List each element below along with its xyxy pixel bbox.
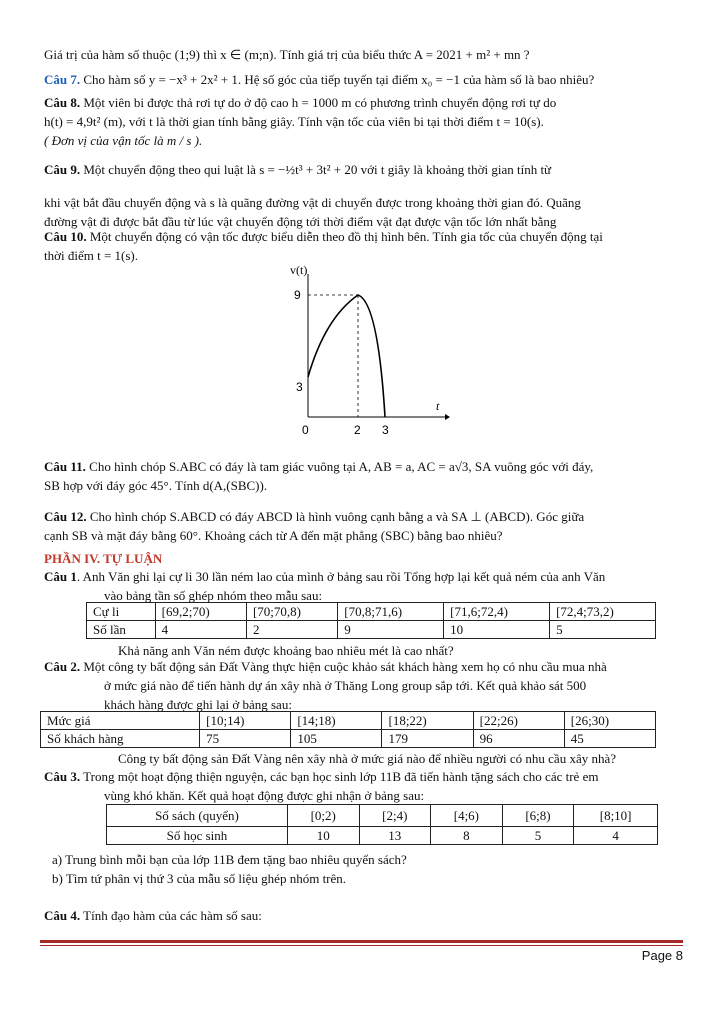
e3-subquestions — [52, 850, 692, 888]
table-cell: 4 — [155, 621, 246, 639]
x-axis-label: t — [436, 399, 440, 413]
question-12 — [44, 507, 684, 545]
q8-text-b: h(t) = 4,9t² (m), với t là thời gian tính bằng giây. Tính vận tốc của viên bi tại thời điểm t = 10(s). — [44, 114, 544, 129]
q8-unit-note: ( Đơn vị của vận tốc là m / s ). — [44, 133, 203, 148]
question-10 — [44, 227, 684, 265]
table-cell: Số học sinh — [107, 827, 288, 845]
table-cell: Cự li — [87, 603, 156, 621]
q12-text-a: Cho hình chóp S.ABCD có đáy ABCD là hình vuông cạnh bằng a và SA ⊥ (ABCD). Góc giữa — [86, 509, 585, 524]
e3-question-a: a) Trung bình mỗi bạn của lớp 11B đem tặng bao nhiêu quyển sách? — [52, 852, 407, 867]
table-row — [107, 805, 658, 827]
q10-text-a: Một chuyển động có vận tốc được biểu diễn theo đồ thị hình bên. Tính gia tốc của chuyển động tại — [86, 229, 603, 244]
price-survey-table — [40, 711, 656, 748]
q11-text-b: SB hợp với đáy góc 45°. Tính d(A,(SBC)). — [44, 478, 268, 493]
table-cell: [0;2) — [287, 805, 359, 827]
part-4-heading — [44, 549, 684, 568]
q9-text-a: Một chuyển động theo qui luật là s = −½t³ + 3t² + 20 với t giây là khoảng thời gian tính từ — [80, 162, 552, 177]
table-row — [87, 621, 656, 639]
q10-text-b: thời điểm t = 1(s). — [44, 248, 139, 263]
y-tick-9: 9 — [294, 288, 301, 302]
footer-rule-thin — [40, 945, 683, 946]
table-cell: 9 — [338, 621, 444, 639]
table-cell: 10 — [444, 621, 550, 639]
table-cell: [69,2;70) — [155, 603, 246, 621]
table-cell: [72,4;73,2) — [550, 603, 656, 621]
table-cell: 105 — [291, 730, 382, 748]
e3-question-b: b) Tìm tứ phân vị thứ 3 của mẫu số liệu ghép nhóm trên. — [52, 871, 347, 886]
essay-question-2 — [44, 657, 684, 714]
table-cell: 8 — [431, 827, 503, 845]
q8-label: Câu 8. — [44, 95, 81, 110]
table-cell: 13 — [359, 827, 431, 845]
e1-label: Câu 1 — [44, 569, 77, 584]
x-axis-arrow — [445, 414, 450, 420]
q9-text-c: đường vật đi được bắt đầu từ lúc vật chuyển động tới thời điểm vật đạt được vận tốc lớn nhất bằng — [44, 214, 557, 229]
table-cell: Số sách (quyển) — [107, 805, 288, 827]
e2-text-a: Một công ty bất động sản Đất Vàng thực hiện cuộc khảo sát khách hàng xem họ có nhu cầu mua nhà — [80, 659, 607, 674]
e1-text-b: vào bảng tần số ghép nhóm theo mẫu sau: — [104, 588, 323, 603]
e4-label: Câu 4. — [44, 908, 81, 923]
page-number: Page 8 — [641, 948, 683, 963]
x-tick-3: 3 — [382, 423, 389, 437]
table-cell: 96 — [473, 730, 564, 748]
intro-text: Giá trị của hàm số thuộc (1;9) thì x ∈ (m;n). Tính giá trị của biểu thức A = 2021 + m² + mn ? — [44, 47, 530, 62]
table-row — [41, 730, 656, 748]
table-cell: 2 — [246, 621, 337, 639]
table-row — [87, 603, 656, 621]
q10-label: Câu 10. — [44, 229, 87, 244]
table-cell: Số lần — [87, 621, 156, 639]
y-axis-label: v(t) — [290, 263, 308, 277]
q12-text-b: cạnh SB và mặt đáy bằng 60°. Khoảng cách từ A đến mặt phẳng (SBC) bằng bao nhiêu? — [44, 528, 503, 543]
y-tick-3: 3 — [296, 380, 303, 394]
table-cell: [10;14) — [200, 712, 291, 730]
table-cell: [6;8) — [502, 805, 574, 827]
e2-question — [118, 749, 688, 768]
q8-text-a: Một viên bi được thả rơi tự do ở độ cao h = 1000 m có phương trình chuyển động rơi tự do — [80, 95, 557, 110]
table-cell: [8;10] — [574, 805, 658, 827]
velocity-graph — [270, 262, 450, 442]
table-cell: 4 — [574, 827, 658, 845]
e2-text-c: khách hàng được ghi lại ở bảng sau: — [104, 697, 292, 712]
table-cell: [71,6;72,4) — [444, 603, 550, 621]
table-cell: 5 — [550, 621, 656, 639]
table-cell: [70,8;71,6) — [338, 603, 444, 621]
e3-label: Câu 3. — [44, 769, 81, 784]
x-tick-2: 2 — [354, 423, 361, 437]
e3-text-a: Trong một hoạt động thiện nguyện, các bạn học sinh lớp 11B đã tiến hành tặng sách cho các trẻ em — [80, 769, 599, 784]
table-cell: 10 — [287, 827, 359, 845]
e2-question-text: Công ty bất động sản Đất Vàng nên xây nhà ở mức giá nào để nhiều người có nhu cầu xây nhà? — [118, 751, 617, 766]
e3-text-b: vùng khó khăn. Kết quả hoạt động được ghi nhận ở bảng sau: — [104, 788, 425, 803]
velocity-curve — [308, 295, 385, 417]
e4-text: Tính đạo hàm của các hàm số sau: — [80, 908, 262, 923]
line-intro — [44, 45, 684, 64]
q11-text-a: Cho hình chóp S.ABC có đáy là tam giác vuông tại A, AB = a, AC = a√3, SA vuông góc với đáy, — [85, 459, 594, 474]
q12-label: Câu 12. — [44, 509, 87, 524]
table-cell: [22;26) — [473, 712, 564, 730]
table-row — [41, 712, 656, 730]
table-cell: [4;6) — [431, 805, 503, 827]
part-4-title: PHẦN IV. TỰ LUẬN — [44, 551, 163, 566]
table-cell: 5 — [502, 827, 574, 845]
essay-question-1 — [44, 567, 684, 605]
q11-label: Câu 11. — [44, 459, 86, 474]
table-cell: [70;70,8) — [246, 603, 337, 621]
q9-label: Câu 9. — [44, 162, 81, 177]
essay-question-4 — [44, 906, 684, 925]
table-cell: 45 — [564, 730, 655, 748]
e2-label: Câu 2. — [44, 659, 81, 674]
book-donation-table — [106, 804, 658, 845]
essay-question-3 — [44, 767, 684, 805]
question-8 — [44, 93, 684, 150]
table-row — [107, 827, 658, 845]
e2-text-b: ở mức giá nào để tiến hành dự án xây nhà ở Thăng Long group sắp tới. Kết quả khảo sát 500 — [104, 678, 587, 693]
question-7 — [44, 70, 684, 89]
table-cell: [2;4) — [359, 805, 431, 827]
throw-distance-table — [86, 602, 656, 639]
table-cell: [18;22) — [382, 712, 473, 730]
table-cell: Số khách hàng — [41, 730, 200, 748]
table-cell: 179 — [382, 730, 473, 748]
q7-label: Câu 7. — [44, 72, 81, 87]
footer-rule-thick — [40, 940, 683, 943]
e1-text-a: . Anh Văn ghi lại cự li 30 lần ném lao của mình ở bảng sau rồi Tổng hợp lại kết quả ném của anh Văn — [76, 569, 606, 584]
e1-question-text: Khả năng anh Văn ném được khoảng bao nhiêu mét là cao nhất? — [118, 643, 454, 658]
origin-label: 0 — [302, 423, 309, 437]
q7-text: Cho hàm số y = −x³ + 2x² + 1. Hệ số góc của tiếp tuyến tại điểm x₀ = −1 của hàm số là bao nhiêu? — [80, 72, 595, 87]
table-cell: Mức giá — [41, 712, 200, 730]
q9-text-b: khi vật bắt đầu chuyển động và s là quãng đường vật di chuyển được trong khoảng thời gian đó. Quãng — [44, 195, 581, 210]
question-9 — [44, 160, 684, 231]
question-11 — [44, 457, 684, 495]
table-cell: [14;18) — [291, 712, 382, 730]
table-cell: [26;30) — [564, 712, 655, 730]
table-cell: 75 — [200, 730, 291, 748]
